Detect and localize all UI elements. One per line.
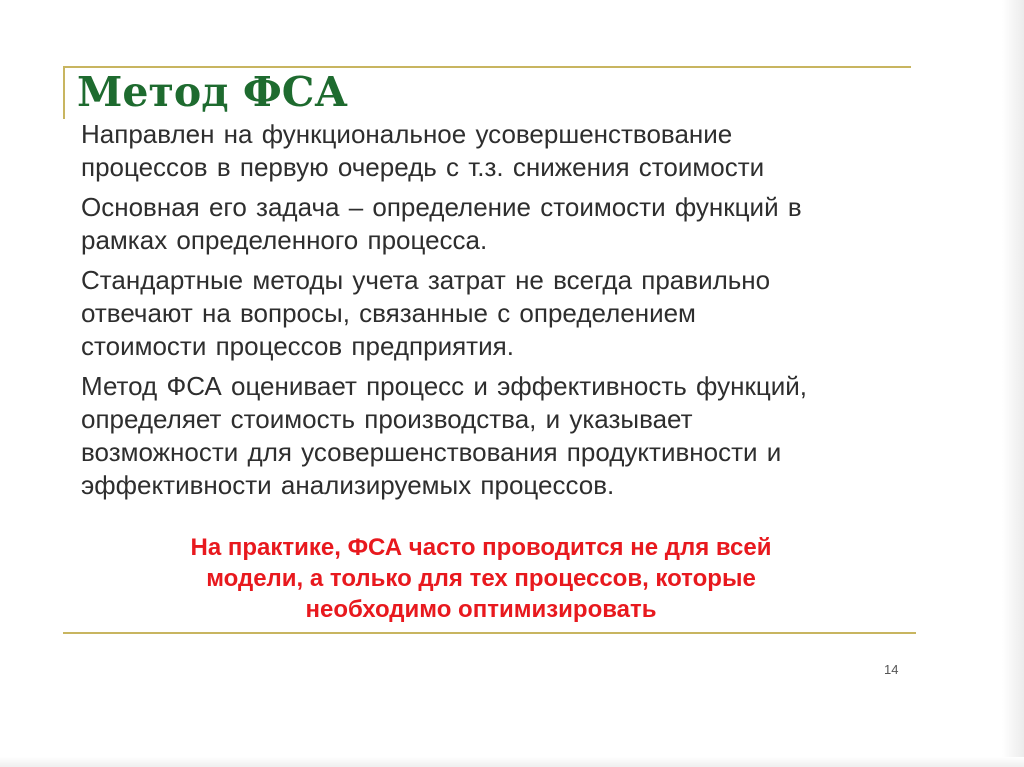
page-number: 14 <box>884 662 899 677</box>
bottom-rule <box>63 632 916 634</box>
slide-bottom-edge-shadow <box>0 757 1024 767</box>
body-paragraph: Метод ФСА оценивает процесс и эффективность функций, определяет стоимость производства, и указывает возможности для усовершенствования продуктивности и эффективности анализируемых процессов. <box>81 371 808 500</box>
body-paragraph: Основная его задача – определение стоимости функций в рамках определенного процесса. <box>81 192 802 255</box>
body-paragraph: Стандартные методы учета затрат не всегда правильно отвечают на вопросы, связанные с определением стоимости процессов предприятия. <box>81 265 771 361</box>
title-left-rule <box>63 66 65 119</box>
slide-right-edge-shadow <box>1002 0 1024 767</box>
slide-title: Метод ФСА <box>77 68 348 116</box>
body-paragraph: Направлен на функциональное усовершенствование процессов в первую очередь с т.з. снижения стоимости <box>81 119 765 182</box>
highlight-note: На практике, ФСА часто проводится не для всей модели, а только для тех процессов, которые необходимо оптимизировать <box>190 534 772 623</box>
slide-body-text <box>81 118 931 509</box>
